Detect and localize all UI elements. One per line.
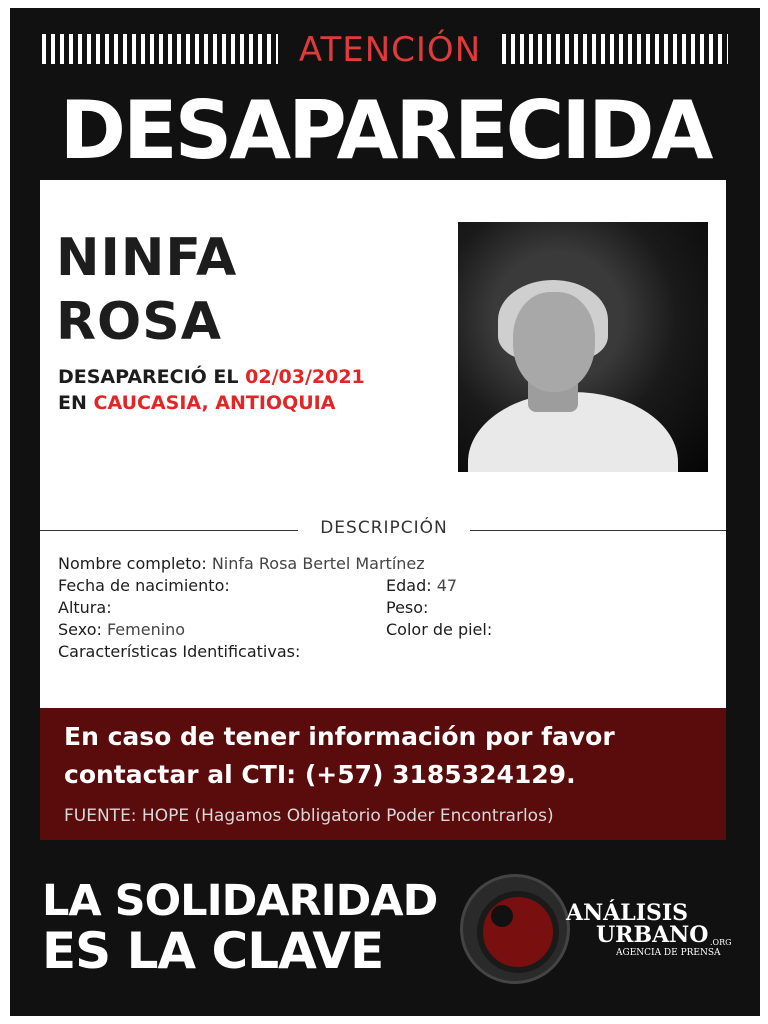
slogan-line-1: LA SOLIDARIDAD [42,876,438,926]
sex-value: Femenino [106,620,186,639]
disappearance-location: CAUCASIA, ANTIOQUIA [93,392,336,414]
source-credit: FUENTE: HOPE (Hagamos Obligatorio Poder Encontrarlos) [64,806,554,826]
first-name: NINFA [56,228,238,288]
lens-ring [477,891,559,973]
attention-label: ATENCIÓN [298,30,482,70]
logo-word-1: ANÁLISIS [566,900,689,926]
lens-core [491,905,513,927]
identifying-features-label: Características Identificativas: [58,642,301,661]
full-name-field [58,554,425,573]
identifying-features-field [58,642,300,661]
sex-field [58,620,185,639]
age-label: Edad: [386,576,432,595]
second-name: ROSA [56,292,222,352]
description-heading [40,518,726,542]
person-card [40,180,726,708]
weight-field [386,598,428,617]
disappearance-date: 02/03/2021 [245,366,365,388]
sex-label: Sexo: [58,620,102,639]
date-prefix: DESAPARECIÓ EL [58,366,246,388]
photo-face [513,292,595,392]
logo-org: .ORG [710,938,732,947]
contact-text [64,718,704,794]
logo-subtitle: AGENCIA DE PRENSA [616,948,721,958]
camera-lens-logo-icon [460,874,570,984]
missing-person-poster [10,8,760,1016]
decorative-bars-left [42,34,278,64]
person-photo [458,222,708,472]
decorative-bars-right [502,34,728,64]
divider-left [40,530,298,531]
age-value: 47 [436,576,458,595]
headline: DESAPARECIDA [59,84,711,177]
birth-date-label: Fecha de nacimiento: [58,576,230,595]
full-name-value: Ninfa Rosa Bertel Martínez [211,554,425,573]
full-name-label: Nombre completo: [58,554,207,573]
height-field [58,598,112,617]
contact-line-2: contactar al CTI: (+57) 3185324129. [64,760,576,789]
disappearance-date-line [58,366,365,388]
skin-color-label: Color de piel: [386,620,493,639]
skin-color-field [386,620,492,639]
logo-word-2: URBANO [596,922,709,948]
birth-date-field [58,576,230,595]
height-label: Altura: [58,598,112,617]
contact-box [40,708,726,840]
slogan-line-2: ES LA CLAVE [42,922,384,980]
divider-right [470,530,726,531]
attention-banner [10,22,760,72]
contact-line-1: En caso de tener información por favor [64,722,615,751]
disappearance-location-line [58,392,335,414]
age-field [386,576,457,595]
description-title: DESCRIPCIÓN [320,518,448,538]
location-prefix: EN [58,392,94,414]
weight-label: Peso: [386,598,429,617]
